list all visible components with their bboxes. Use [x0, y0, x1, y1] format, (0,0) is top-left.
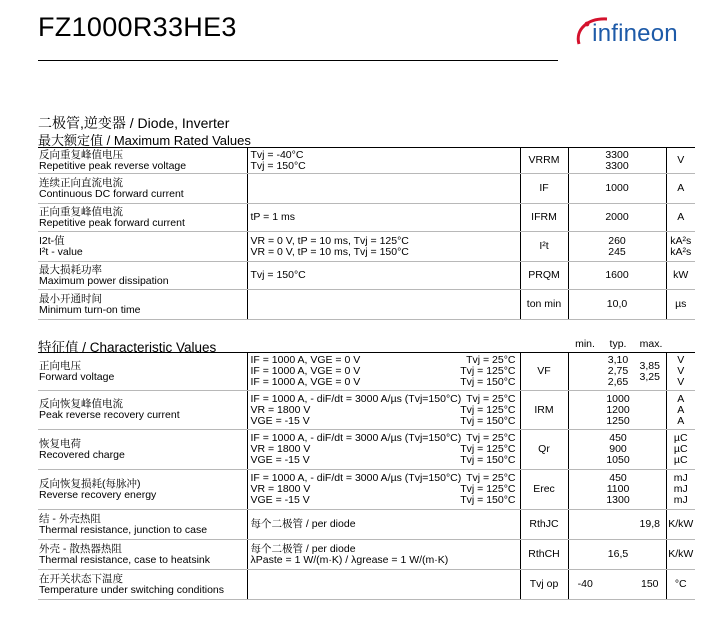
unit-line: K/kW	[668, 518, 694, 530]
condition-line: Tvj = 150°C	[250, 269, 306, 281]
row-min	[568, 470, 602, 510]
typ-line: 1000	[606, 392, 630, 405]
row-max	[634, 510, 666, 540]
row-symbol: Tvj op	[520, 570, 568, 600]
row-unit	[666, 570, 695, 600]
table-row	[38, 290, 695, 320]
value-line: 2000	[605, 211, 629, 223]
condition-text: VGE = -15 V	[250, 494, 310, 506]
table-row	[38, 510, 695, 540]
unit-line: mJ	[673, 472, 688, 484]
condition-temp: Tvj = 125°C	[460, 403, 516, 416]
row-conditions	[247, 430, 520, 470]
row-unit	[666, 430, 695, 470]
condition-text: 每个二极管 / per diode	[250, 518, 356, 530]
row-unit	[666, 148, 695, 174]
max-rated-title: 最大额定值 / Maximum Rated Values	[38, 133, 251, 148]
row-symbol: RthJC	[520, 510, 568, 540]
max-line: 150	[640, 578, 659, 590]
row-min	[568, 353, 602, 391]
row-max	[634, 391, 666, 430]
row-description	[38, 353, 247, 391]
row-conditions	[247, 570, 520, 600]
condition-line	[251, 555, 520, 566]
condition-line	[251, 394, 520, 405]
value-line: 3300	[605, 148, 629, 161]
table-row	[38, 262, 695, 290]
condition-temp: Tvj = 150°C	[460, 454, 516, 466]
row-min	[568, 430, 602, 470]
typ-line: 1100	[606, 483, 630, 495]
row-unit	[666, 290, 695, 320]
description-zh: 在开关状态下温度	[39, 572, 123, 585]
row-min	[568, 540, 602, 570]
row-description	[38, 510, 247, 540]
row-min	[568, 570, 602, 600]
row-description	[38, 262, 247, 290]
row-symbol: IRM	[520, 391, 568, 430]
typ-line: 1300	[606, 494, 630, 506]
row-description	[38, 391, 247, 430]
unit-line: kA²s	[670, 245, 692, 258]
description-en: Peak reverse recovery current	[39, 409, 180, 421]
row-symbol: IFRM	[520, 204, 568, 232]
unit-line: A	[677, 211, 685, 223]
row-typ	[602, 391, 634, 430]
unit-line: mJ	[673, 483, 688, 495]
title-rule	[38, 60, 558, 61]
description-zh: 反向恢复峰值电流	[39, 398, 123, 410]
condition-temp: Tvj = 125°C	[460, 483, 516, 495]
row-description	[38, 290, 247, 320]
unit-line: A	[677, 403, 685, 416]
typ-line: 1050	[606, 454, 630, 466]
row-max	[634, 430, 666, 470]
unit-line: K/kW	[668, 548, 694, 560]
description-en: Recovered charge	[39, 448, 125, 461]
table-row	[38, 470, 695, 510]
condition-text: VR = 1800 V	[250, 443, 311, 455]
description-en: Reverse recovery energy	[39, 488, 157, 501]
row-max	[634, 470, 666, 510]
condition-line	[251, 416, 520, 427]
value-line: 3300	[605, 159, 629, 172]
condition-text: IF = 1000 A, VGE = 0 V	[250, 354, 361, 366]
row-conditions	[247, 148, 520, 174]
description-zh: 最小开通时间	[39, 292, 102, 305]
row-symbol: PRQM	[520, 262, 568, 290]
condition-line	[251, 377, 520, 388]
row-description	[38, 470, 247, 510]
row-max	[634, 353, 666, 391]
max-line: 3,85	[639, 359, 660, 372]
condition-line	[251, 405, 520, 416]
condition-temp: Tvj = 125°C	[460, 365, 516, 377]
max-rated-table	[38, 147, 695, 320]
section-diode-title: 二极管,逆变器 / Diode, Inverter	[38, 115, 230, 131]
typ-line: 2,65	[607, 376, 629, 388]
logo-text: infineon	[592, 20, 678, 47]
unit-line: µC	[673, 443, 688, 455]
row-typ	[602, 430, 634, 470]
row-symbol: IF	[520, 174, 568, 204]
condition-text: VR = 1800 V	[250, 483, 311, 495]
row-conditions	[247, 262, 520, 290]
condition-text: IF = 1000 A, VGE = 0 V	[250, 365, 361, 377]
row-description	[38, 204, 247, 232]
row-conditions	[247, 510, 520, 540]
unit-line: A	[677, 182, 685, 194]
condition-line	[251, 455, 520, 466]
row-typ	[602, 570, 634, 600]
condition-temp: Tvj = 150°C	[460, 414, 516, 427]
typ-line: 3,10	[607, 354, 629, 366]
row-unit	[666, 204, 695, 232]
header-max: max.	[639, 338, 663, 350]
unit-line: µs	[675, 298, 687, 310]
condition-temp: Tvj = 25°C	[466, 432, 516, 444]
row-symbol: ton min	[520, 290, 568, 320]
row-unit	[666, 510, 695, 540]
row-symbol: VRRM	[520, 148, 568, 174]
unit-line: A	[677, 392, 685, 405]
row-max	[634, 570, 666, 600]
row-conditions	[247, 470, 520, 510]
condition-text: IF = 1000 A, - diF/dt = 3000 A/µs (Tvj=150°C)	[250, 392, 462, 405]
table-row	[38, 148, 695, 174]
typ-line: 2,75	[607, 365, 629, 377]
max-line: 19,8	[639, 518, 660, 530]
condition-text: VGE = -15 V	[250, 454, 310, 466]
condition-text: IF = 1000 A, VGE = 0 V	[250, 376, 361, 388]
row-typ	[602, 353, 634, 391]
max-line: 3,25	[639, 370, 660, 383]
row-description	[38, 174, 247, 204]
row-value	[568, 148, 666, 174]
row-symbol: Qr	[520, 430, 568, 470]
row-conditions	[247, 174, 520, 204]
row-unit	[666, 353, 695, 391]
condition-text: VR = 1800 V	[250, 403, 311, 416]
typ-line: 450	[609, 472, 627, 484]
unit-line: µC	[673, 454, 688, 466]
row-unit	[666, 540, 695, 570]
characteristic-table	[38, 352, 695, 600]
condition-temp: Tvj = 150°C	[460, 376, 516, 388]
condition-line: Tvj = 150°C	[250, 159, 306, 172]
typ-line: 1250	[606, 414, 630, 427]
row-min	[568, 510, 602, 540]
description-en: Forward voltage	[39, 370, 115, 383]
description-en: Minimum turn-on time	[39, 303, 141, 316]
description-zh: 反向重复峰值电压	[39, 148, 123, 161]
table-row	[38, 174, 695, 204]
header-min: min.	[575, 338, 595, 350]
description-zh: 反向恢复损耗(每脉冲)	[39, 477, 141, 490]
row-value	[568, 204, 666, 232]
condition-line: VR = 0 V, tP = 10 ms, Tvj = 150°C	[250, 245, 409, 258]
condition-line: Tvj = -40°C	[250, 148, 304, 161]
description-zh: 结 - 外壳热阻	[39, 512, 101, 525]
condition-line: VR = 0 V, tP = 10 ms, Tvj = 125°C	[250, 234, 409, 247]
typ-line: 900	[609, 443, 627, 455]
page-title: FZ1000R33HE3	[38, 12, 237, 42]
row-conditions	[247, 232, 520, 262]
description-zh: 连续正向直流电流	[39, 176, 123, 189]
row-conditions	[247, 204, 520, 232]
row-max	[634, 540, 666, 570]
unit-line: mJ	[673, 494, 688, 506]
unit-line: kW	[673, 269, 689, 281]
description-zh: 恢复电荷	[39, 437, 81, 450]
typ-line: 16,5	[607, 548, 629, 560]
row-unit	[666, 470, 695, 510]
row-conditions	[247, 391, 520, 430]
description-zh: 外壳 - 散热器热阻	[39, 542, 122, 555]
row-unit	[666, 262, 695, 290]
table-row	[38, 540, 695, 570]
condition-line: tP = 1 ms	[250, 211, 295, 223]
description-en: Thermal resistance, case to heatsink	[39, 553, 210, 566]
description-en: I²t - value	[39, 245, 83, 258]
value-line: 10,0	[606, 298, 628, 310]
min-line: -40	[577, 578, 593, 590]
row-unit	[666, 391, 695, 430]
row-value	[568, 262, 666, 290]
row-min	[568, 391, 602, 430]
row-symbol: Erec	[520, 470, 568, 510]
row-unit	[666, 232, 695, 262]
condition-temp: Tvj = 25°C	[466, 354, 516, 366]
row-symbol: I²t	[520, 232, 568, 262]
condition-text: 每个二极管 / per diode	[250, 542, 356, 555]
row-description	[38, 148, 247, 174]
row-conditions	[247, 353, 520, 391]
condition-line	[251, 544, 520, 555]
condition-temp: Tvj = 25°C	[466, 392, 516, 405]
characteristic-title: 特征值 / Characteristic Values	[38, 340, 217, 355]
value-line: 1000	[605, 182, 629, 194]
row-unit	[666, 174, 695, 204]
description-en: Thermal resistance, junction to case	[39, 523, 208, 536]
header-typ: typ.	[609, 338, 627, 350]
row-symbol: RthCH	[520, 540, 568, 570]
unit-line: V	[677, 354, 685, 366]
condition-text: IF = 1000 A, - diF/dt = 3000 A/µs (Tvj=150°C)	[250, 472, 462, 484]
description-zh: 正向重复峰值电流	[39, 205, 123, 218]
typ-line: 450	[609, 432, 627, 444]
row-symbol: VF	[520, 353, 568, 391]
value-line: 245	[608, 245, 626, 258]
condition-line	[251, 519, 520, 530]
unit-line: A	[677, 414, 685, 427]
description-zh: 正向电压	[39, 359, 81, 372]
table-row	[38, 353, 695, 391]
row-value	[568, 174, 666, 204]
unit-line: V	[677, 376, 685, 388]
table-row	[38, 204, 695, 232]
unit-line: V	[677, 365, 685, 377]
row-typ	[602, 470, 634, 510]
description-en: Maximum power dissipation	[39, 274, 169, 287]
infineon-logo	[573, 14, 689, 54]
condition-temp: Tvj = 125°C	[460, 443, 516, 455]
value-line: 260	[608, 234, 626, 247]
row-description	[38, 430, 247, 470]
row-conditions	[247, 540, 520, 570]
unit-line: V	[677, 154, 685, 166]
value-line: 1600	[605, 269, 629, 281]
table-row	[38, 391, 695, 430]
unit-line: °C	[674, 578, 687, 590]
table-row	[38, 430, 695, 470]
condition-text: λPaste = 1 W/(m·K) / λgrease = 1 W/(m·K)	[250, 553, 449, 566]
row-conditions	[247, 290, 520, 320]
condition-temp: Tvj = 25°C	[466, 472, 516, 484]
row-description	[38, 232, 247, 262]
table-row	[38, 232, 695, 262]
condition-text: VGE = -15 V	[250, 414, 310, 427]
description-zh: I2t-值	[39, 234, 65, 247]
table-row	[38, 570, 695, 600]
condition-temp: Tvj = 150°C	[460, 494, 516, 506]
row-description	[38, 540, 247, 570]
row-value	[568, 290, 666, 320]
description-en: Temperature under switching conditions	[39, 583, 225, 596]
condition-line	[251, 495, 520, 506]
description-zh: 最大损耗功率	[39, 263, 102, 276]
description-en: Repetitive peak reverse voltage	[39, 159, 187, 172]
row-typ	[602, 510, 634, 540]
row-value	[568, 232, 666, 262]
condition-text: IF = 1000 A, - diF/dt = 3000 A/µs (Tvj=150°C)	[250, 432, 462, 444]
typ-line: 1200	[606, 403, 630, 416]
description-en: Repetitive peak forward current	[39, 216, 185, 229]
row-typ	[602, 540, 634, 570]
unit-line: µC	[673, 432, 688, 444]
unit-line: kA²s	[670, 234, 692, 247]
description-en: Continuous DC forward current	[39, 187, 184, 200]
row-description	[38, 570, 247, 600]
